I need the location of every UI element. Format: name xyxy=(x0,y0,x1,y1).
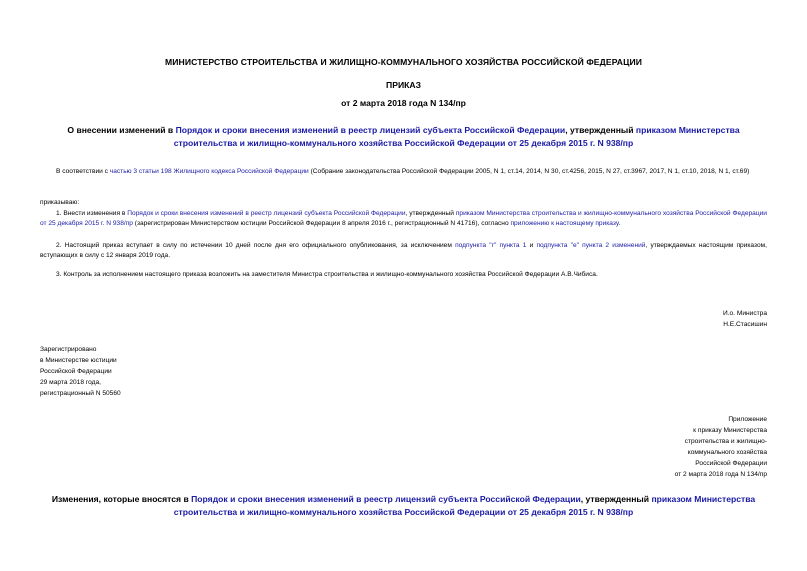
registration-line: Зарегистрировано xyxy=(40,346,97,353)
appendix-line: Приложение xyxy=(728,416,767,423)
preamble-prefix: В соответствии с xyxy=(56,168,110,175)
title-link-procedure[interactable]: Порядок и сроки внесения изменений в реестр лицензий субъекта Российской Федерации xyxy=(175,125,566,135)
registration-line: 29 марта 2018 года, xyxy=(40,379,101,386)
appendix-line: Российской Федерации xyxy=(695,460,767,467)
item1-prefix: 1. Внести изменения в xyxy=(56,210,128,217)
item1-link-appendix[interactable]: приложению к настоящему приказу xyxy=(510,220,619,228)
item2-suffix: , утверждаемых настоящим приказом, вступающих в силу с 12 января 2019 года. xyxy=(40,242,767,260)
title-middle: , утвержденный xyxy=(565,125,636,135)
appendix-line: строительства и жилищно- xyxy=(684,438,767,445)
changes-title-link-order[interactable]: приказом Министерства строительства и жилищно-коммунального хозяйства Российской Федерации от 25 декабря 2015 г. N 938/пр xyxy=(173,494,756,517)
item2-prefix: 2. Настоящий приказ вступает в силу по истечении 10 дней после дня его официального опубликования, за исключением xyxy=(56,242,456,249)
item1-link-procedure[interactable]: Порядок и сроки внесения изменений в реестр лицензий субъекта Российской Федерации xyxy=(127,210,406,217)
registration-block xyxy=(40,344,121,399)
signature-block xyxy=(723,308,767,330)
changes-title-link-procedure[interactable]: Порядок и сроки внесения изменений в реестр лицензий субъекта Российской Федерации xyxy=(191,494,581,504)
item-2-paragraph xyxy=(40,241,767,262)
item1-middle2: (зарегистрирован Министерством юстиции Российской Федерации 8 апреля 2016 г., регистрационный N 41716), согласно xyxy=(132,220,511,228)
changes-title xyxy=(40,493,767,519)
document-title xyxy=(40,124,767,150)
title-prefix: О внесении изменений в xyxy=(67,125,176,135)
prikazyvayu-text: приказываю: xyxy=(40,199,80,206)
item-1-paragraph xyxy=(40,209,767,230)
appendix-line: коммунального хозяйства xyxy=(687,449,767,456)
item1-middle: , утвержденный xyxy=(405,210,456,217)
preamble-paragraph xyxy=(40,167,767,177)
item2-link-subpoint-g[interactable]: подпункта "г" пункта 1 xyxy=(455,242,527,249)
appendix-line: к приказу Министерства xyxy=(693,427,767,434)
item2-middle: и xyxy=(526,242,537,249)
preamble-suffix: (Собрание законодательства Российской Федерации 2005, N 1, ст.14, 2014, N 30, ст.4256, 2015, N 27, ст.3967, 2017, N 1, ст.10, 2018, N 1, ст.69) xyxy=(308,168,750,175)
item-3-paragraph: 3. Контроль за исполнением настоящего приказа возложить на заместителя Министра строительства и жилищно-коммунального хозяйства Российской Федерации А.В.Чибиса. xyxy=(56,271,598,278)
preamble-link-housing-code[interactable]: частью 3 статьи 198 Жилищного кодекса Российской Федерации xyxy=(109,168,309,175)
doc-date-heading: от 2 марта 2018 года N 134/пр xyxy=(341,98,466,108)
changes-title-middle: , утвержденный xyxy=(580,494,652,504)
ministry-heading: МИНИСТЕРСТВО СТРОИТЕЛЬСТВА И ЖИЛИЩНО-КОММУНАЛЬНОГО ХОЗЯЙСТВА РОССИЙСКОЙ ФЕДЕРАЦИИ xyxy=(164,57,643,67)
appendix-line: от 2 марта 2018 года N 134/пр xyxy=(674,471,767,478)
registration-line: в Министерстве юстиции xyxy=(40,357,117,364)
appendix-block xyxy=(675,414,767,480)
item1-link-order[interactable]: приказом Министерства строительства и жилищно-коммунального хозяйства Российской Федерации от 25 декабря 2015 г. N 938/пр xyxy=(40,210,767,228)
item1-suffix: . xyxy=(618,220,621,228)
title-link-order[interactable]: приказом Министерства строительства и жилищно-коммунального хозяйства Российской Федерации от 25 декабря 2015 г. N 938/пр xyxy=(173,125,740,148)
changes-title-prefix: Изменения, которые вносятся в xyxy=(51,494,192,504)
item2-link-subpoint-e[interactable]: подпункта "е" пункта 2 изменений xyxy=(536,242,646,249)
registration-line: Российской Федерации xyxy=(40,368,112,375)
registration-line: регистрационный N 50560 xyxy=(40,390,121,397)
doc-type-heading: ПРИКАЗ xyxy=(386,80,421,90)
signature-position: И.о. Министра xyxy=(722,310,767,317)
signature-name: Н.Е.Стасишин xyxy=(723,321,767,328)
